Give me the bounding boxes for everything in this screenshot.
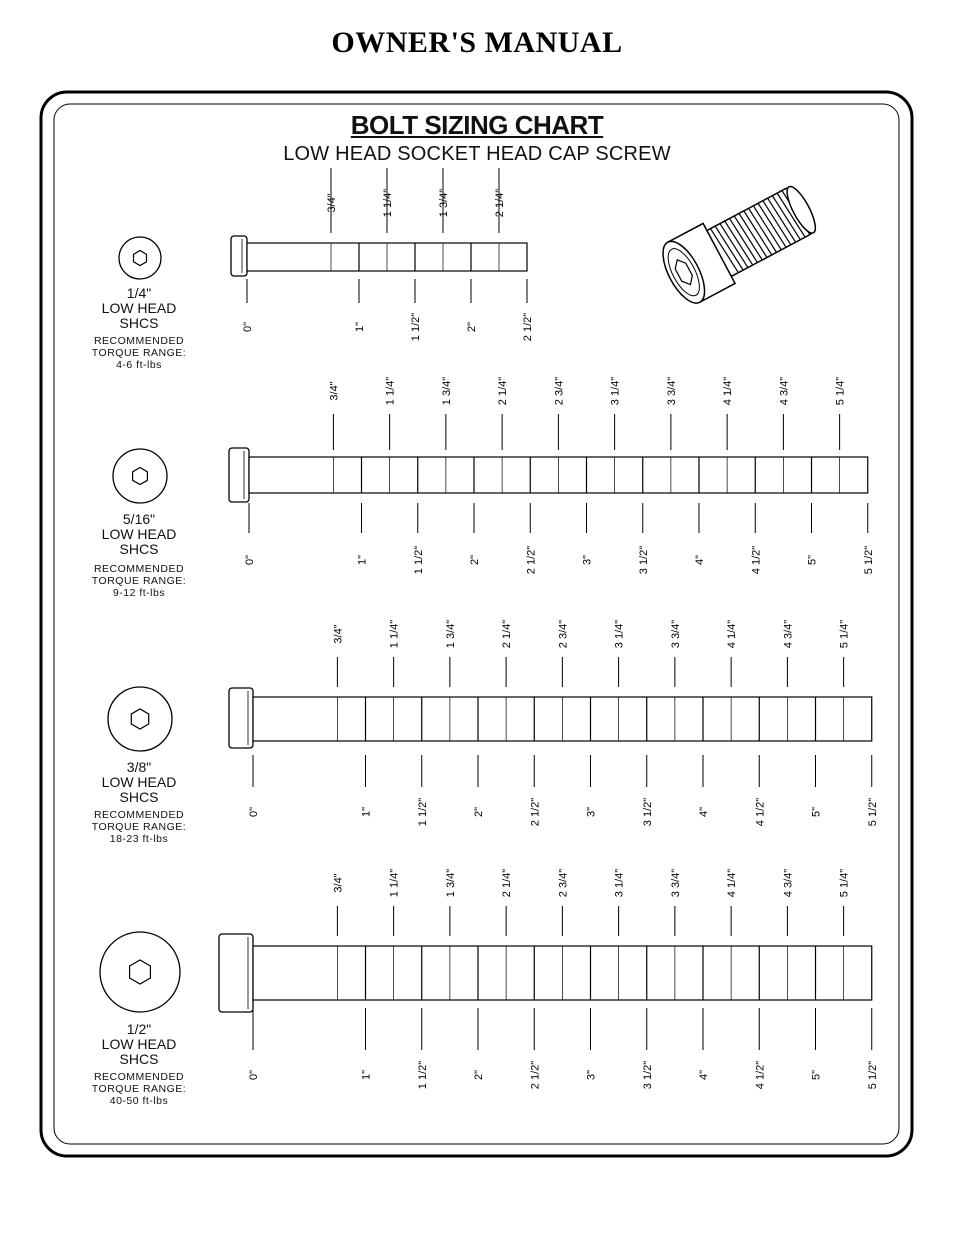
lower-tick-label: 2 1/2" [529, 797, 542, 827]
bolt-2-size-block [69, 512, 209, 599]
lower-tick-label: 5 1/2" [862, 545, 875, 575]
lower-tick-label: 0" [248, 806, 260, 818]
upper-tick-label: 2 1/4" [494, 188, 506, 218]
bolt-head [231, 236, 247, 276]
lower-tick-label: 2 1/2" [525, 545, 538, 575]
upper-tick-label: 3/4" [332, 624, 345, 644]
upper-tick-label: 4 3/4" [778, 376, 791, 406]
lower-tick-label: 0" [244, 554, 256, 566]
lower-tick-label: 1 1/2" [412, 545, 425, 575]
bolt-4-size-block [69, 1022, 209, 1107]
lower-tick-label: 0" [248, 1069, 260, 1081]
upper-tick-label: 5 1/4" [838, 619, 851, 649]
lower-tick-label: 3" [585, 806, 598, 818]
upper-tick-label: 1 1/4" [388, 868, 401, 898]
upper-tick-label: 4 1/4" [726, 619, 739, 649]
lower-tick-label: 2" [469, 554, 481, 566]
lower-tick-label: 1" [360, 806, 373, 818]
torque-label: RECOMMENDED [93, 1071, 185, 1083]
upper-tick-label: 5 1/4" [834, 376, 847, 406]
torque-range: 4-6 ft-lbs [116, 359, 162, 371]
upper-tick-label: 3/4" [328, 381, 341, 401]
bolt-illustration [655, 176, 825, 309]
lower-tick-label: 5" [806, 554, 819, 566]
bolt-size: 5/16" [122, 511, 156, 527]
bolt-head-type: LOW HEAD [101, 526, 177, 542]
bolt-end-view-circle [108, 687, 172, 751]
upper-tick-label: 1 1/4" [388, 619, 401, 649]
hex-socket-icon [134, 251, 147, 266]
lower-tick-label: 5 1/2" [866, 797, 879, 827]
lower-tick-label: 1" [360, 1069, 373, 1081]
torque-label: RECOMMENDED [93, 809, 185, 821]
lower-tick-label: 4" [694, 554, 706, 566]
torque-label: RECOMMENDED [93, 335, 185, 347]
bolt-end-view-circle [100, 932, 180, 1012]
lower-tick-label: 5" [810, 806, 823, 818]
bolt-head-type: LOW HEAD [101, 1036, 177, 1052]
bolt-head-type: LOW HEAD [101, 300, 177, 316]
upper-tick-label: 4 1/4" [726, 868, 739, 898]
bolt-head [229, 688, 253, 748]
lower-tick-label: 3" [581, 554, 594, 566]
torque-label-2: TORQUE RANGE: [91, 575, 187, 587]
bolt-size: 1/4" [126, 285, 152, 301]
upper-tick-label: 1 1/4" [384, 376, 397, 406]
upper-tick-label: 2 3/4" [557, 868, 570, 898]
upper-tick-label: 1 1/4" [382, 188, 394, 218]
upper-tick-label: 2 1/4" [497, 376, 510, 406]
upper-tick-label: 3/4" [332, 873, 345, 893]
lower-tick-label: 4 1/2" [754, 1060, 767, 1090]
upper-tick-label: 2 1/4" [501, 868, 514, 898]
lower-tick-label: 1" [356, 554, 369, 566]
torque-range: 40-50 ft-lbs [109, 1095, 169, 1107]
bolt-kind: SHCS [119, 1051, 159, 1067]
upper-tick-label: 1 3/4" [440, 376, 453, 406]
bolt-row-2 [113, 377, 875, 574]
bolt-size: 1/2" [126, 1021, 152, 1037]
upper-tick-label: 3 3/4" [665, 376, 678, 406]
lower-tick-label: 2" [473, 1069, 485, 1081]
lower-tick-label: 0" [242, 321, 254, 333]
bolt-end-view-circle [113, 449, 167, 503]
lower-tick-label: 2 1/2" [522, 312, 534, 342]
bolt-1-size-block [69, 286, 209, 371]
torque-range: 9-12 ft-lbs [112, 587, 166, 599]
hex-socket-icon [130, 960, 151, 984]
lower-tick-label: 4" [698, 1069, 710, 1081]
upper-tick-label: 3 3/4" [669, 868, 682, 898]
upper-tick-label: 4 3/4" [782, 868, 795, 898]
bolt-kind: SHCS [119, 315, 159, 331]
lower-tick-label: 2 1/2" [529, 1060, 542, 1090]
upper-tick-label: 3 1/4" [609, 376, 622, 406]
upper-tick-label: 3 3/4" [669, 619, 682, 649]
upper-tick-label: 1 3/4" [444, 868, 457, 898]
torque-label-2: TORQUE RANGE: [91, 1083, 187, 1095]
bolt-head-type: LOW HEAD [101, 774, 177, 790]
lower-tick-label: 5 1/2" [866, 1060, 879, 1090]
bolt-head [229, 448, 249, 502]
torque-range: 18-23 ft-lbs [109, 833, 169, 845]
lower-tick-label: 1 1/2" [410, 312, 422, 342]
bolt-row-4 [100, 869, 879, 1089]
chart-title: BOLT SIZING CHART [350, 110, 604, 140]
bolt-kind: SHCS [119, 541, 159, 557]
upper-tick-label: 3 1/4" [613, 868, 626, 898]
bolt-row-3 [108, 620, 879, 826]
upper-tick-label: 4 1/4" [722, 376, 735, 406]
upper-tick-label: 4 3/4" [782, 619, 795, 649]
upper-tick-label: 3 1/4" [613, 619, 626, 649]
lower-tick-label: 2" [473, 806, 485, 818]
lower-tick-label: 5" [810, 1069, 823, 1081]
torque-label-2: TORQUE RANGE: [91, 347, 187, 359]
upper-tick-label: 2 3/4" [557, 619, 570, 649]
upper-tick-label: 5 1/4" [838, 868, 851, 898]
lower-tick-label: 4 1/2" [750, 545, 763, 575]
bolt-size: 3/8" [126, 759, 152, 775]
lower-tick-label: 2" [466, 321, 478, 333]
lower-tick-label: 4" [698, 806, 710, 818]
upper-tick-label: 3/4" [326, 193, 338, 213]
lower-tick-label: 3 1/2" [641, 1060, 654, 1090]
lower-tick-label: 3 1/2" [637, 545, 650, 575]
upper-tick-label: 2 1/4" [501, 619, 514, 649]
bolt-end-view-circle [119, 237, 161, 279]
lower-tick-label: 3 1/2" [641, 797, 654, 827]
chart-subtitle: LOW HEAD SOCKET HEAD CAP SCREW [283, 143, 671, 165]
upper-tick-label: 1 3/4" [444, 619, 457, 649]
lower-tick-label: 1 1/2" [416, 1060, 429, 1090]
lower-tick-label: 1 1/2" [416, 797, 429, 827]
manual-title: OWNER'S MANUAL [331, 26, 623, 59]
torque-label: RECOMMENDED [93, 563, 185, 575]
lower-tick-label: 1" [354, 321, 366, 333]
bolt-3-size-block [69, 760, 209, 845]
upper-tick-label: 2 3/4" [553, 376, 566, 406]
hex-socket-icon [133, 468, 148, 485]
lower-tick-label: 3" [585, 1069, 598, 1081]
lower-tick-label: 4 1/2" [754, 797, 767, 827]
bolt-kind: SHCS [119, 789, 159, 805]
upper-tick-label: 1 3/4" [438, 188, 450, 218]
torque-label-2: TORQUE RANGE: [91, 821, 187, 833]
hex-socket-icon [131, 709, 148, 729]
